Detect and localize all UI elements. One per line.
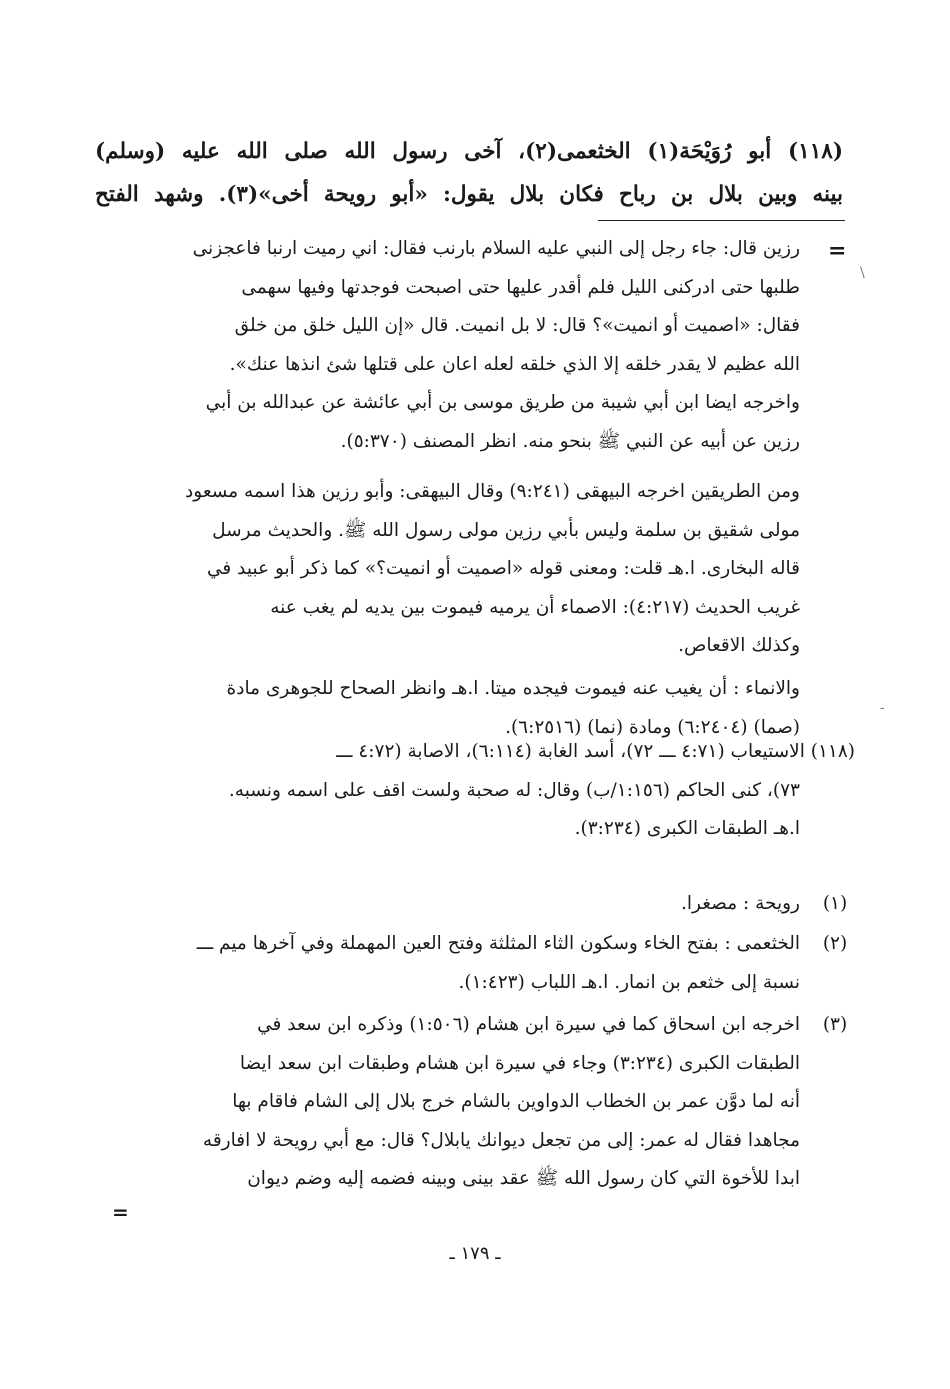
main-line: (١١٨) أبو رُوَيْحَة(١) الخثعمى(٢)، آخى رسول الله صلى الله عليه (وسلم) — [95, 139, 843, 164]
note-line: طلبها حتى ادركنى الليل فلم أقدر عليها حتى اصبحت فوجدتها وفيها سهمى — [241, 276, 800, 298]
footnote-2 — [103, 925, 800, 1002]
note-line: الطبقات الكبرى (٣:٢٣٤) وجاء في سيرة ابن هشام وطبقات ابن سعد ايضا — [239, 1052, 800, 1074]
note-line: ومن الطريقين اخرجه البيهقى (٩:٢٤١) وقال البيهقى: وأبو رزين هذا اسمه مسعود — [185, 481, 800, 502]
footnote-3 — [103, 1006, 800, 1199]
margin-tick: \ — [860, 265, 865, 281]
note-line: الله عظيم لا يقدر خلقه إلا الذي خلقه لعله اعان على قتلها شئ انذها عنك». — [229, 353, 800, 375]
main-text — [95, 130, 843, 216]
prev-note-paragraph-1 — [103, 230, 800, 461]
footnote-number: (١) — [822, 893, 848, 914]
continuation-mark-bottom: = — [112, 1200, 129, 1224]
note-line: فقال: «اصميت أو انميت»؟ قال: لا بل انميت. قال «إن الليل خلق من خلق — [234, 315, 800, 336]
continuation-mark-top: = — [828, 238, 847, 264]
page-number: ـ ١٧٩ ـ — [449, 1243, 501, 1264]
footnote-1 — [103, 885, 800, 924]
footnote-separator — [598, 220, 845, 221]
note-line: اخرجه ابن اسحاق كما في سيرة ابن هشام (١:٥٠٦) وذكره ابن سعد في — [257, 1014, 800, 1035]
note-line: ٧٣)، كنى الحاكم (١:١٥٦/ب) وقال: له صحبة ولست اقف على اسمه ونسبه. — [228, 779, 800, 801]
footnote-number: (٢) — [822, 933, 848, 954]
note-line: رزين قال: جاء رجل إلى النبي عليه السلام بارنب فقال: اني رميت ارنبا فاعجزنى — [192, 238, 800, 259]
note-line: نسبة إلى خثعم بن انمار. ا.هـ اللباب (١:٤٢٣). — [458, 971, 800, 993]
prev-note-paragraph-2 — [103, 473, 800, 666]
note-line: والانماء : أن يغيب عنه فيموت فيجده ميتا. ا.هـ وانظر الصحاح للجوهرى مادة — [226, 678, 800, 699]
note-line: غريب الحديث (٤:٢١٧): الاصماء أن يرميه فيموت بين يديه لم يغب عنه — [270, 596, 800, 618]
note-line: مولى شقيق بن سلمة وليس بأبي رزين مولى رسول الله ﷺ. والحديث مرسل — [212, 519, 800, 541]
note-line: (صما) (٦:٢٤٠٤) ومادة (نما) (٦:٢٥١٦). — [505, 716, 800, 738]
note-line: أنه لما دوَّن عمر بن الخطاب الدواوين بالشام خرج بلال إلى الشام فاقام بها — [232, 1091, 800, 1112]
note-line: مجاهدا فقال له عمر: إلى من تجعل ديوانك يابلال؟ قال: مع أبي رويحة لا افارقه — [202, 1129, 800, 1151]
note-line: ابدا للأخوة التي كان رسول الله ﷺ عقد بينى وبينه فضمه إليه وضم ديوان — [247, 1168, 800, 1189]
note-line: وكذلك الاقعاص. — [678, 635, 800, 656]
footnote-number: (٣) — [822, 1014, 848, 1035]
note-line: الخثعمى : بفتح الخاء وسكون الثاء المثلثة وفتح العين المهملة وفي آخرها ميم ـــ — [196, 933, 800, 954]
main-line: بينه وبين بلال بن رباح فكان بلال يقول: «أبو رويحة أخى»(٣). وشهد الفتح — [95, 182, 843, 207]
note-line: واخرجه ايضا ابن أبي شيبة من طريق موسى بن أبي عائشة عن عبدالله بن أبي — [205, 392, 800, 413]
note-118 — [103, 733, 855, 849]
note-line: (١١٨) الاستيعاب (٤:٧١ ـــ ٧٢)، أسد الغابة (٦:١١٤)، الاصابة (٤:٧٢ ـــ — [336, 741, 855, 762]
note-line: رزين عن أبيه عن النبي ﷺ بنحو منه. انظر المصنف (٥:٣٧٠). — [340, 430, 800, 452]
note-line: ا.هـ الطبقات الكبرى (٣:٢٣٤). — [574, 818, 800, 839]
note-line: رويحة : مصغرا. — [681, 893, 800, 914]
margin-dash: - — [880, 700, 885, 716]
note-line: قاله البخارى. ا.هـ قلت: ومعنى قوله «اصميت أو انميت؟» كما ذكر أبو عبيد في — [207, 558, 800, 579]
